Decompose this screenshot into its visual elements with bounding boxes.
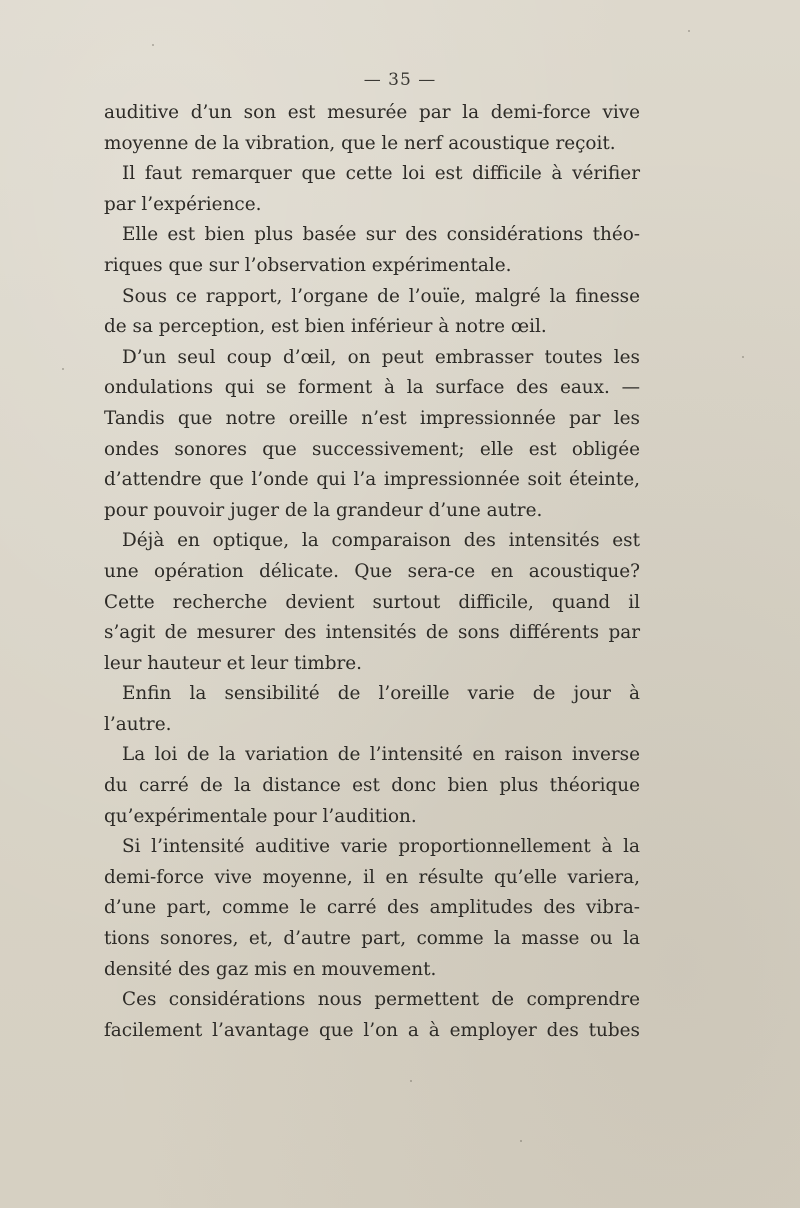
paper-speck: [410, 1080, 412, 1082]
text-line: D’un seul coup d’œil, on peut embrasser toutes les: [122, 346, 640, 368]
paper-speck: [152, 44, 154, 46]
paper-speck: [688, 30, 690, 32]
text-line: d’une part, comme le carré des amplitudes des vibra-: [104, 897, 640, 919]
text-line: Déjà en optique, la comparaison des intensités est: [122, 530, 640, 552]
text-line: Cette recherche devient surtout difficile, quand il: [104, 591, 640, 613]
paper-speck: [520, 1140, 522, 1142]
text-line: Ces considérations nous permettent de comprendre: [122, 989, 640, 1011]
body-text: [104, 98, 640, 1046]
text-line: riques que sur l’observation expérimentale.: [104, 254, 512, 276]
text-line: demi-force vive moyenne, il en résulte qu’elle variera,: [104, 866, 640, 888]
paper-speck: [62, 368, 64, 370]
text-line: par l’expérience.: [104, 193, 262, 215]
text-line: Elle est bien plus basée sur des considérations théo-: [122, 224, 640, 246]
text-line: de sa perception, est bien inférieur à notre œil.: [104, 316, 547, 338]
text-line: Tandis que notre oreille n’est impressionnée par les: [104, 407, 640, 429]
text-line: du carré de la distance est donc bien plus théorique: [104, 775, 640, 797]
text-line: ondes sonores que successivement; elle est obligée: [104, 438, 640, 460]
text-line: La loi de la variation de l’intensité en raison inverse: [122, 744, 640, 766]
text-line: une opération délicate. Que sera-ce en acoustique?: [104, 560, 640, 582]
text-line: auditive d’un son est mesurée par la demi-force vive: [104, 102, 640, 123]
text-line: tions sonores, et, d’autre part, comme la masse ou la: [104, 928, 640, 950]
text-line: qu’expérimentale pour l’audition.: [104, 805, 417, 827]
text-line: Si l’intensité auditive varie proportionnellement à la: [122, 836, 640, 858]
text-line: Enfin la sensibilité de l’oreille varie de jour à: [122, 683, 640, 705]
paper-speck: [742, 356, 744, 358]
text-line: densité des gaz mis en mouvement.: [104, 958, 437, 980]
text-line: moyenne de la vibration, que le nerf acoustique reçoit.: [104, 132, 616, 154]
text-line: Sous ce rapport, l’organe de l’ouïe, malgré la finesse: [122, 285, 640, 307]
text-line: leur hauteur et leur timbre.: [104, 652, 363, 674]
text-line: facilement l’avantage que l’on a à employer des tubes: [104, 1019, 640, 1041]
text-line: ondulations qui se forment à la surface des eaux. —: [104, 377, 640, 399]
text-line: pour pouvoir juger de la grandeur d’une autre.: [104, 499, 543, 521]
text-line: d’attendre que l’onde qui l’a impressionnée soit éteinte,: [104, 469, 640, 491]
text-line: Il faut remarquer que cette loi est difficile à vérifier: [122, 163, 640, 185]
text-line: s’agit de mesurer des intensités de sons différents par: [104, 622, 640, 644]
page-number: — 35 —: [363, 70, 437, 90]
text-line: l’autre.: [104, 713, 172, 735]
